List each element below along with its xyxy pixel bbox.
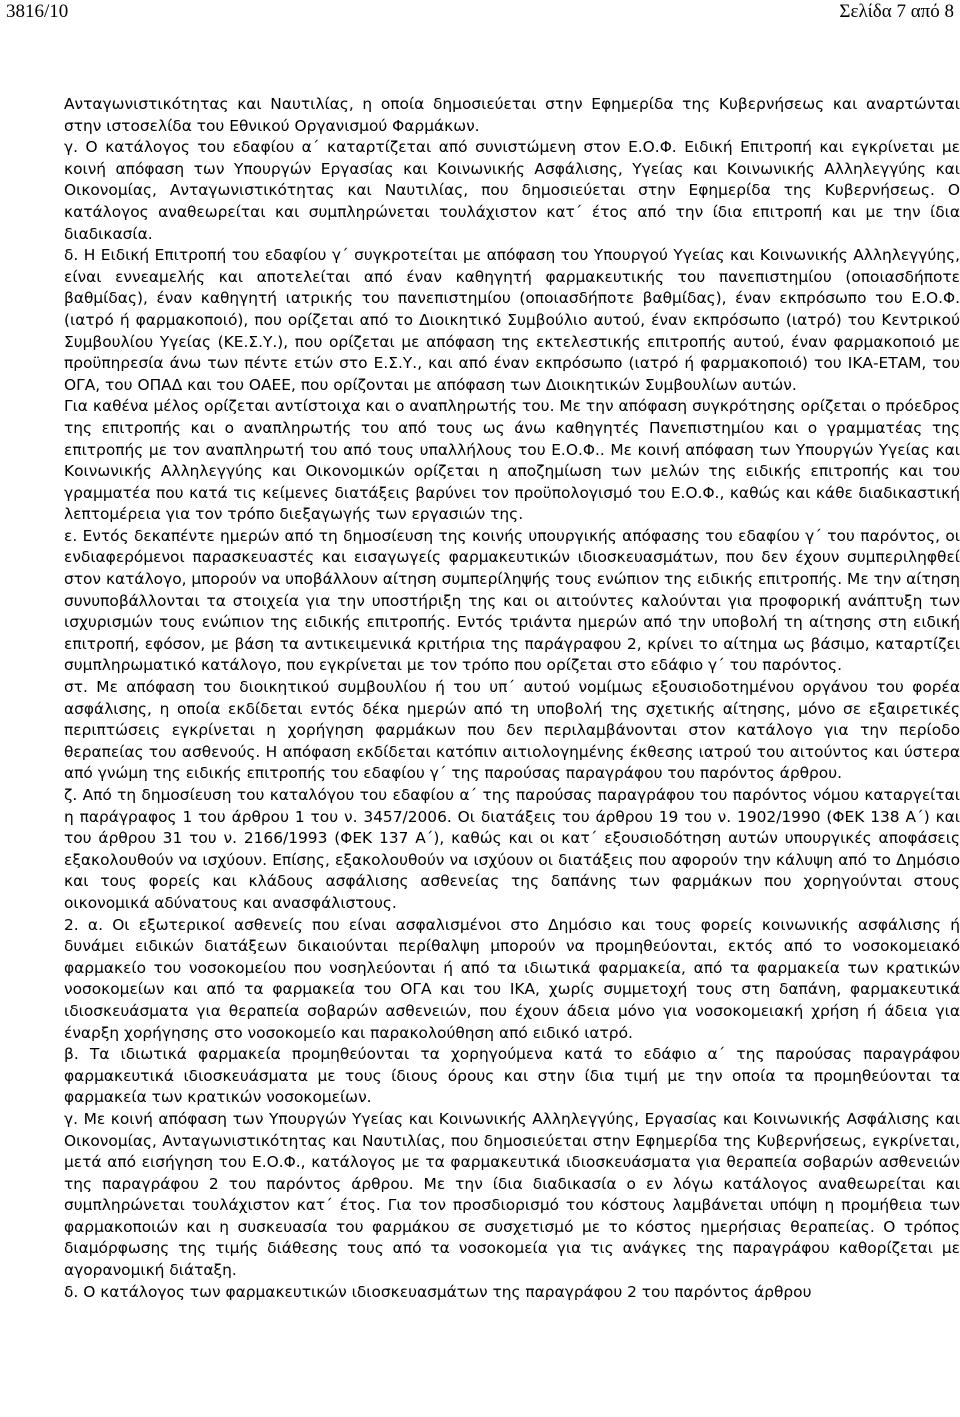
page-header (0, 0, 960, 40)
paragraph-gamma-catalogue: γ. Ο κατάλογος του εδαφίου α΄ καταρτίζεται από συνιστώμενη στον Ε.Ο.Φ. Ειδική Επιτροπή και εγκρίνεται με κοινή απόφαση των Υπουργών Εργασίας και Κοινωνικής Ασφάλισης, Υγείας και Κοινωνικής Αλληλεγγύης και Οικονομίας, Ανταγωνιστικότητας και Ναυτιλίας, που δημοσιεύεται στην Εφημερίδα της Κυβερνήσεως. Ο κατάλογος αναθεωρείται και συμπληρώνεται τουλάχιστον κατ΄ έτος από την ίδια επιτροπή και με την ίδια διαδικασία. (64, 138, 960, 243)
page-number: Σελίδα 7 από 8 (839, 1, 954, 22)
paragraph-2c-joint-decision: γ. Με κοινή απόφαση των Υπουργών Υγείας και Κοινωνικής Αλληλεγγύης, Εργασίας και Κοινωνικής Ασφάλισης και Οικονομίας, Ανταγωνιστικότητας και Ναυτιλίας, που δημοσιεύεται στην Εφημερίδα της Κυβερνήσεως, εγκρίνεται, μετά από εισήγηση του Ε.Ο.Φ., κατάλογος με τα φαρμακευτικά ιδιοσκευάσματα για θεραπεία σοβαρών ασθενειών της παραγράφου 2 του παρόντος άρθρου. Με την ίδια διαδικασία ο εν λόγω κατάλογος αναθεωρείται και συμπληρώνεται τουλάχιστον κατ΄ έτος. Για τον προσδιορισμό του κόστους λαμβάνεται υπόψη η προμήθεια των φαρμακοποιών και η συσκευασία του φαρμάκου σε συσχετισμό με το κόστος ημερήσιας θεραπείας. Ο τρόπος διαμόρφωσης της τιμής διάθεσης τους από τα νοσοκομεία για τις ανάγκες της παραγράφου καθορίζεται με αγορανομική διάταξη. (64, 1109, 960, 1280)
paragraph-delta-committee: δ. Η Ειδική Επιτροπή του εδαφίου γ΄ συγκροτείται με απόφαση του Υπουργού Υγείας και Κοινωνικής Αλληλεγγύης, είναι εννεαμελής και αποτελείται από έναν καθηγητή φαρμακευτικής του πανεπιστημίου (οποιασδήποτε βαθμίδας), έναν καθηγητή ιατρικής του πανεπιστημίου (οποιασδήποτε βαθμίδας), έναν εκπρόσωπο του Ε.Ο.Φ. (ιατρό ή φαρμακοποιό), που ορίζεται από το Διοικητικό Συμβούλιο αυτού, έναν εκπρόσωπο (ιατρό) του Κεντρικού Συμβουλίου Υγείας (ΚΕ.Σ.Υ.), που ορίζεται με απόφαση της εκτελεστικής επιτροπής αυτού, έναν φαρμακοποιό με προϋπηρεσία άνω των πέντε ετών στο Ε.Σ.Υ., και από έναν εκπρόσωπο (ιατρό ή φαρμακοποιό) του ΙΚΑ-ΕΤΑΜ, του ΟΓΑ, του ΟΠΑΔ και του ΟΑΕΕ, που ορίζονται με απόφαση των Διοικητικών Συμβουλίων αυτών. (64, 246, 960, 394)
paragraph-2d-catalogue: δ. Ο κατάλογος των φαρμακευτικών ιδιοσκευασμάτων της παραγράφου 2 του παρόντος άρθρου (64, 1282, 812, 1301)
paragraph-2a-outpatients: 2. α. Οι εξωτερικοί ασθενείς που είναι ασφαλισμένοι στο Δημόσιο και τους φορείς κοινωνικής ασφάλισης ή δυνάμει ειδικών διατάξεων δικαιούνται περίθαλψη μπορούν να προμηθεύονται, εκτός από το νοσοκομειακό φαρμακείο του νοσοκομείου που νοσηλεύονται ή από τα ιδιωτικά φαρμακεία, από τα φαρμακεία των κρατικών νοσοκομείων και από τα φαρμακεία του ΟΓΑ και του ΙΚΑ, χωρίς συμμετοχή τους στη δαπάνη, φαρμακευτικά ιδιοσκευάσματα για θεραπεία σοβαρών ασθενειών, που έχουν άδεια μόνο για νοσοκομειακή χρήση ή άδεια για έναρξη χορήγησης στο νοσοκομείο και παρακολούθηση από ειδικό ιατρό. (64, 915, 960, 1042)
paragraph-zeta-repeal: ζ. Από τη δημοσίευση του καταλόγου του εδαφίου α΄ της παρούσας παραγράφου του παρόντος νόμου καταργείται η παράγραφος 1 του άρθρου 1 του ν. 3457/2006. Οι διατάξεις του άρθρου 19 του ν. 1902/1990 (ΦΕΚ 138 Α΄) και του άρθρου 31 του ν. 2166/1993 (ΦΕΚ 137 Α΄), καθώς και οι κατ΄ εξουσιοδότηση αυτών υπουργικές αποφάσεις εξακολουθούν να ισχύουν. Επίσης, εξακολουθούν να ισχύουν οι διατάξεις που αφορούν την κάλυψη από το Δημόσιο και τους φορείς και κλάδους ασφάλισης ασθενείας της δαπάνης των φαρμάκων που χορηγούνται στους οικονομικά αδύνατους και ανασφάλιστους. (64, 786, 960, 912)
paragraph-st-exceptions: στ. Με απόφαση του διοικητικού συμβουλίου ή του υπ΄ αυτού νομίμως εξουσιοδοτημένου οργάνου του φορέα ασφάλισης, η οποία εκδίδεται εντός δέκα ημερών από τη υποβολή της σχετικής αίτησης, μόνο σε εξαιρετικές περιπτώσεις εγκρίνεται η χορήγηση φαρμάκων που δεν περιλαμβάνονται στον κατάλογο για την περίοδο θεραπείας του ασθενούς. Η απόφαση εκδίδεται κατόπιν αιτιολογημένης έκθεσης ιατρού του αιτούντος και ύστερα από γνώμη της ειδικής επιτροπής του εδαφίου γ΄ της παρούσας παραγράφου του παρόντος άρθρου. (64, 678, 960, 783)
paragraph-members-substitutes: Για καθένα μέλος ορίζεται αντίστοιχα και ο αναπληρωτής του. Με την απόφαση συγκρότησης ορίζεται ο πρόεδρος της επιτροπής και ο αναπληρωτής του από τους ως άνω καθηγητές Πανεπιστημίου και ο γραμματέας της επιτροπής με τον αναπληρωτή του από τους υπαλλήλους του Ε.Ο.Φ.. Με κοινή απόφαση των Υπουργών Υγείας και Κοινωνικής Αλληλεγγύης και Οικονομικών ορίζεται η αποζημίωση των μελών της ειδικής επιτροπής και του γραμματέα που κατά τις κείμενες διατάξεις βαρύνει τον προϋπολογισμό του Ε.Ο.Φ., καθώς και κάθε διαδικαστική λεπτομέρεια για τον τρόπο διεξαγωγής των εργασιών της. (64, 397, 960, 524)
paragraph-continuation: Ανταγωνιστικότητας και Ναυτιλίας, η οποία δημοσιεύεται στην Εφημερίδα της Κυβερνήσεως και αναρτώνται στην ιστοσελίδα του Εθνικού Οργανισμού Φαρμάκων. (64, 95, 960, 135)
document-number: 3816/10 (6, 1, 69, 22)
paragraph-2b-private-pharmacies: β. Τα ιδιωτικά φαρμακεία προμηθεύονται τα χορηγούμενα κατά το εδάφιο α΄ της παρούσας παραγράφου φαρμακευτικά ιδιοσκευάσματα με τους ίδιους όρους και στην ίδια τιμή με την οποία τα προμηθεύονται τα φαρμακεία των κρατικών νοσοκομείων. (64, 1045, 960, 1107)
document-body (64, 94, 960, 1303)
paragraph-epsilon-application: ε. Εντός δεκαπέντε ημερών από τη δημοσίευση της κοινής υπουργικής απόφασης του εδαφίου γ΄ του παρόντος, οι ενδιαφερόμενοι παρασκευαστές και εισαγωγείς φαρμακευτικών ιδιοσκευασμάτων, που δεν έχουν συμπεριληφθεί στον κατάλογο, μπορούν να υποβάλλουν αίτηση συμπερίληψής τους ενώπιον της ειδικής επιτροπής. Με την αίτηση συνυποβάλλονται τα στοιχεία για την υποστήριξη της και οι αιτούντες καλούνται για προφορική ανάπτυξη των ισχυρισμών τους ενώπιον της ειδικής επιτροπής. Εντός τριάντα ημερών από την υποβολή τη αίτησης στη ειδική επιτροπή, εφόσον, με βάση τα αντικειμενικά κριτήρια της παράγραφου 2, κρίνει το αίτημα ως βάσιμο, καταρτίζει συμπληρωματικό κατάλογο, που εγκρίνεται με τον τρόπο που ορίζεται στο εδάφιο γ΄ του παρόντος. (64, 526, 960, 675)
